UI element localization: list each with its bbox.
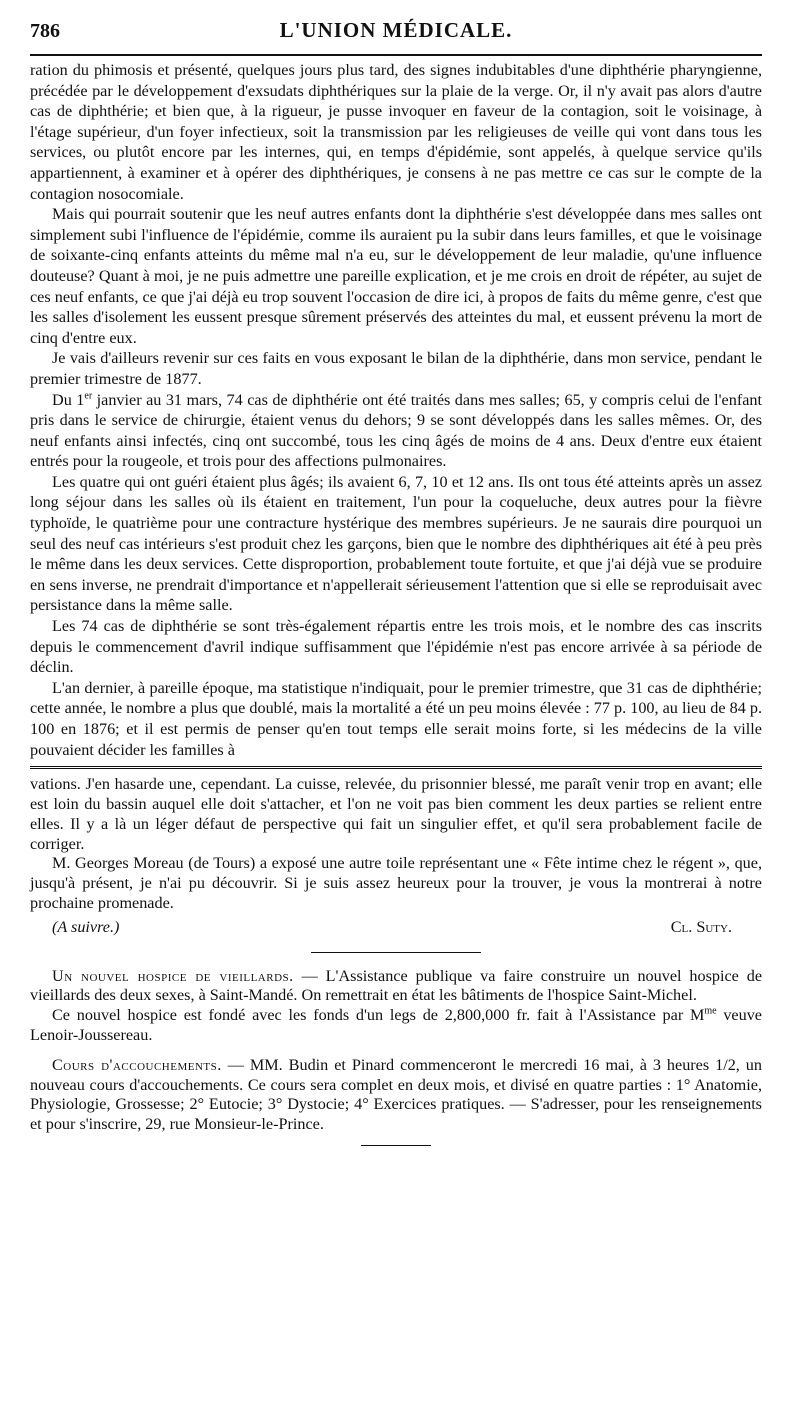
feuilleton-paragraph: M. Georges Moreau (de Tours) a exposé une autre toile représentant une « Fête intime chez le régent », que, jusqu'à présent, je n'ai pu découvrir. Si je suis assez heureux pour la trouver, je vous la montrerai à notre prochaine promenade. <box>30 854 762 912</box>
news-item-hospice <box>30 967 762 1007</box>
signature-line <box>30 918 762 938</box>
page-header <box>30 18 762 52</box>
text-run: janvier au 31 mars, 74 cas de diphthérie ont été traités dans mes salles; 65, y compris celui de l'enfant pris dans le service de chirurgie, étaient venus du dehors; 9 se sont développés dans les salles mêmes. Or, des neuf enfants ainsi infectés, cinq ont succombé, tous les cinq âgés de moins de 4 ans. Deux d'entre eux étaient entrés pour la rougeole, et trois pour des affections pulmonaires. <box>30 390 762 471</box>
author-signature: Cl. Suty. <box>670 917 732 936</box>
journal-title: L'UNION MÉDICALE. <box>279 18 513 42</box>
article-column <box>30 60 762 760</box>
article-paragraph: Je vais d'ailleurs revenir sur ces faits en vous exposant le bilan de la diphthérie, dans mon service, pendant le premier trimestre de 1877. <box>30 349 762 388</box>
text-run: Ce nouvel hospice est fondé avec les fonds d'un legs de 2,800,000 fr. fait à l'Assistance par M <box>52 1006 705 1025</box>
text-run: Du 1 <box>52 390 85 409</box>
short-divider <box>311 952 481 953</box>
news-item-cours <box>30 1056 762 1135</box>
article-paragraph: Les quatre qui ont guéri étaient plus âgés; ils avaient 6, 7, 10 et 12 ans. Ils ont tous été atteints après un assez long séjour dans les salles où ils étaient en traitement, l'un pour la coqueluche, deux autres pour la fièvre typhoïde, le quatrième pour une contracture hystérique des membres supérieurs. Je ne saurais dire pourquoi un seul des neuf cas intérieurs s'est produit chez les garçons, bien que le nombre des diphthériques ait été à peu près le même dans les deux services. Cette disproportion, probablement toute fortuite, et que j'ai déjà vue se produire en sens inverse, ne prendrait d'importance et n'appellerait sérieusement l'attention que si elle se reproduisait avec persistance dans la même salle. <box>30 472 762 615</box>
article-paragraph: ration du phimosis et présenté, quelques jours plus tard, des signes indubitables d'une diphthérie pharyngienne, précédée par le développement d'exsudats diphthériques sur la plaie de la verge. Or, il n'y avait pas alors d'autre cas de diphthérie; et bien que, à la rigueur, je pusse invoquer en faveur de la contagion, soit le voisinage, à l'étage supérieur, d'un foyer infectieux, soit la transmission par les religieuses de veille qui vont dans tous les services, ou plutôt encore par les internes, qui, en temps d'épidémie, sont appelés, à quelque service qu'ils appartiennent, à examiner et à opérer des diphthériques, je consens à ne pas mettre ce cas sur le compte de la contagion nosocomiale. <box>30 61 762 203</box>
news-heading: Un nouvel hospice de vieillards. <box>52 966 294 985</box>
news-text: — MM. Budin et Pinard commenceront le mercredi 16 mai, à 3 heures 1/2, un nouveau cours d'accouchements. Ce cours sera complet en deux mois, et divisé en quatre parties : 1° Anatomie, Physiologie, Grossesse; 2° Eutocie; 3° Dystocie; 4° Exercices pratiques. — S'adresser, pour les renseignements et pour s'inscrire, 29, rue Monsieur-le-Prince. <box>30 1055 762 1134</box>
to-be-continued: (A suivre.) <box>52 917 120 936</box>
feuilleton-column <box>30 775 762 1146</box>
spacer <box>30 1046 762 1056</box>
header-rule <box>30 54 762 56</box>
text-run: veuve Lenoir-Joussereau. <box>30 1006 762 1044</box>
news-item-legs <box>30 1006 762 1046</box>
page-number: 786 <box>30 20 60 42</box>
article-paragraph: Les 74 cas de diphthérie se sont très-également répartis entre les trois mois, et le nombre des cas inscrits depuis le commencement d'avril indique suffisamment que l'épidémie n'est pas encore arrivée à sa période de déclin. <box>30 617 762 677</box>
section-divider <box>30 766 762 769</box>
article-paragraph: L'an dernier, à pareille époque, ma statistique n'indiquait, pour le premier trimestre, que 31 cas de diphthérie; cette année, le nombre a plus que doublé, mais la mortalité a été un peu moins élevée : 77 p. 100, au lieu de 84 p. 100 en 1876; et il est permis de penser qu'en tout temps elle serait moins forte, si les médecins de la ville pouvaient décider les familles à <box>30 678 762 759</box>
article-paragraph-statistics <box>30 390 762 472</box>
end-divider <box>361 1145 431 1146</box>
feuilleton-paragraph: vations. J'en hasarde une, cependant. La cuisse, relevée, du prisonnier blessé, me paraît venir trop en avant; elle est loin du bassin auquel elle doit s'attacher, et l'on ne voit pas bien comment les deux parties se relient entre elles. Il y a là un léger défaut de perspective qui fait un singulier effet, et qu'il sera probablement facile de corriger. <box>30 775 762 853</box>
superscript: me <box>704 1005 717 1017</box>
news-text: — L'Assistance publique va faire construire un nouvel hospice de vieillards des deux sexes, à Saint-Mandé. On remettrait en état les bâtiments de l'hospice Saint-Michel. <box>30 966 763 1005</box>
article-paragraph: Mais qui pourrait soutenir que les neuf autres enfants dont la diphthérie s'est développée dans mes salles ont simplement subi l'influence de l'épidémie, comme ils auraient pu la subir dans leurs familles, et que le voisinage de soixante-cinq enfants atteints du même mal n'a eu, sur le développement de leur maladie, qu'une influence douteuse? Quant à moi, je ne puis admettre une pareille explication, et je me crois en droit de répéter, au sujet de ces neuf enfants, ce que j'ai déjà eu trop souvent l'occasion de dire ici, à propos de faits du même genre, c'est que les salles d'isolement les eussent presque sûrement préservés des atteintes du mal, et eussent prévenu la mort de cinq d'entre eux. <box>30 205 762 347</box>
news-heading: Cours d'accouchements. <box>52 1055 222 1074</box>
superscript: er <box>84 390 93 402</box>
